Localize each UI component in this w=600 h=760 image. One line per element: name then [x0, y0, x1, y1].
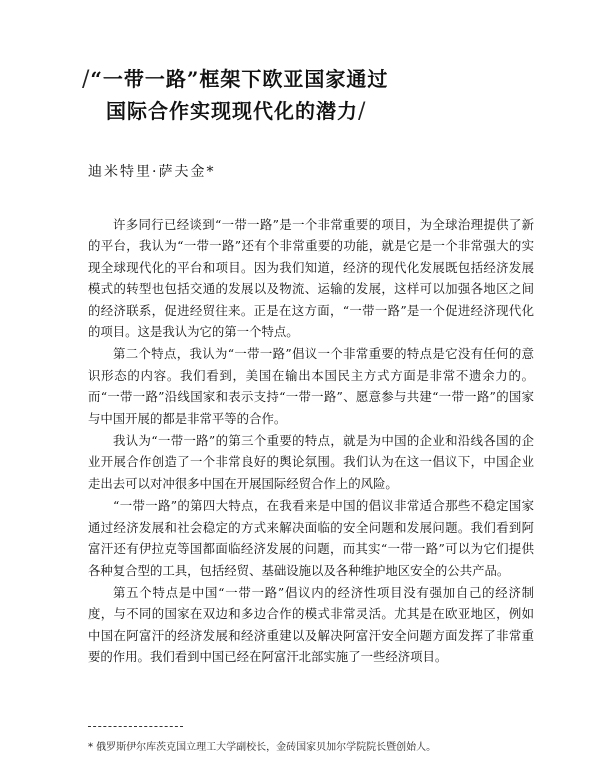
page-title-line-2: [106, 95, 366, 124]
author-name: 迪米特里·萨夫金*: [88, 164, 216, 180]
paragraph-3: 我认为“一带一路”的第三个重要的特点，就是为中国的企业和沿线各国的企业开展合作创造了一个非常良好的舆论氛围。我们认为在这一倡议下，中国企业走出去可以对冲很多中国在开展国际经贸合作上的风险。: [88, 433, 534, 491]
paragraph-2: 第二个特点，我认为“一带一路”倡议一个非常重要的特点是它没有任何的意识形态的内容。我们看到，美国在输出本国民主方式方面是非常不遗余力的。而“一带一路”沿线国家和表示支持“一带一路”、愿意参与共建“一带一路”的国家与中国开展的都是非常平等的合作。: [88, 346, 534, 426]
title-slash-left: /: [82, 67, 91, 92]
paragraph-5: 第五个特点是中国“一带一路”倡议内的经济性项目没有强加自己的经济制度，与不同的国家在双边和多边合作的模式非常灵活。尤其是在欧亚地区，例如中国在阿富汗的经济发展和经济重建以及解决阿富汗安全问题方面发挥了非常重要的作用。我们看到中国已经在阿富汗北部实施了一些经济项目。: [88, 584, 534, 665]
footnote-divider: [88, 726, 183, 727]
title-slash-right: /: [358, 99, 367, 124]
page-title-line-1: [82, 63, 388, 92]
paragraph-4: “一带一路”的第四大特点，在我看来是中国的倡议非常适合那些不稳定国家通过经济发展和社会稳定的方式来解决面临的安全问题和发展问题。我们看到阿富汗还有伊拉克等国都面临经济发展的问题，而其实“一带一路”可以为它们提供各种复合型的工具，包括经贸、基础设施以及各种维护地区安全的公共产品。: [88, 498, 534, 578]
footnote: * 俄罗斯伊尔库茨克国立理工大学副校长，金砖国家贝加尔学院院长暨创始人。: [88, 742, 437, 753]
paragraph-1: 许多同行已经谈到“一带一路”是一个非常重要的项目，为全球治理提供了新的平台，我认为“一带一路”还有个非常重要的功能，就是它是一个非常强大的实现全球现代化的平台和项目。因为我们知道，经济的现代化发展既包括经济发展模式的转型也包括交通的发展以及物流、运输的发展，这样可以加强各地区之间的经济联系，促进经贸往来。正是在这方面，“一带一路”是一个促进经济现代化的项目。这是我认为它的第一个特点。: [88, 217, 534, 340]
page-title-text-2: 国际合作实现现代化的潜力: [106, 99, 358, 123]
article-body: [88, 214, 534, 669]
page-title-text-1: “一带一路”框架下欧亚国家通过: [90, 67, 389, 91]
